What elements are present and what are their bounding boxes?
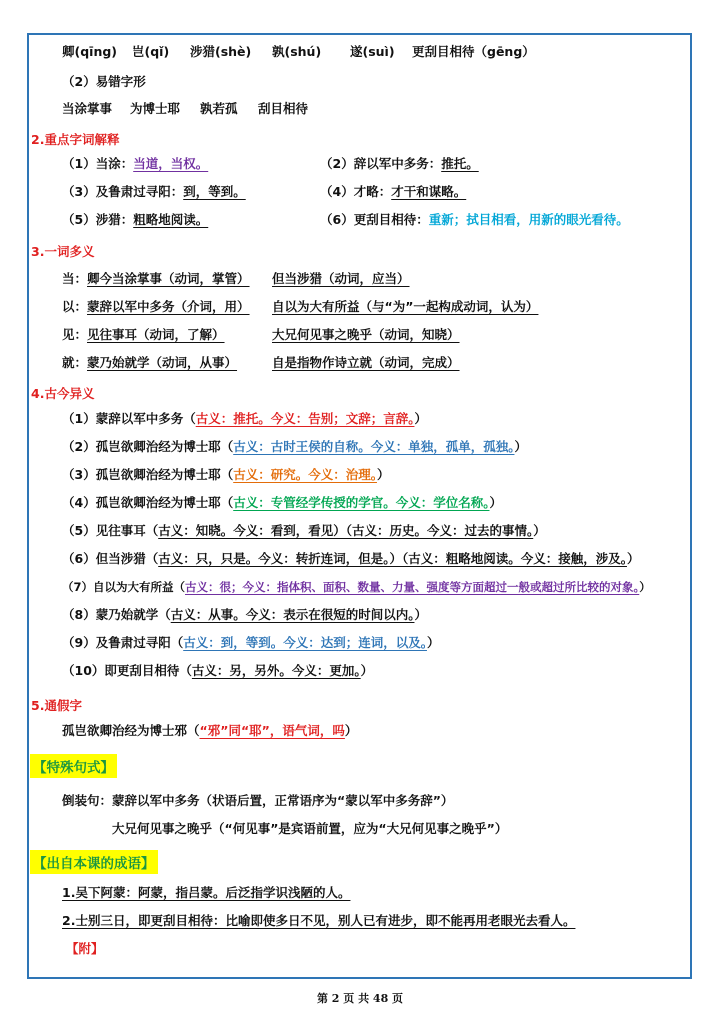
ancient-modern-item: （4）孤岂欲卿治经为博士耶（古义：专管经学传授的学官。今义：学位名称。） <box>62 495 502 510</box>
polysemy-row: 但当涉猎（动词，应当） <box>272 271 410 286</box>
idiom-item: 2.士别三日，即更刮目相待：比喻即使多日不见，别人已有进步，即不能再用老眼光去看人。 <box>62 913 576 928</box>
definition-item: （5）涉猎：粗略地阅读。 <box>62 212 209 227</box>
pinyin-item: 更刮目相待（gēng） <box>412 44 535 59</box>
section-title-interchangeable: 5.通假字 <box>31 698 82 713</box>
definition-item: （1）当涂：当道，当权。 <box>62 156 209 171</box>
polysemy-row: 就：蒙乃始就学（动词，从事） <box>62 355 238 370</box>
pinyin-item: 岂(qǐ) <box>132 44 170 59</box>
confusable-heading: （2）易错字形 <box>62 74 146 89</box>
appendix-label: 【附】 <box>66 941 104 956</box>
pinyin-item: 孰(shú) <box>272 44 322 59</box>
pinyin-item: 卿(qīng) <box>62 44 118 59</box>
idiom-item: 1.吴下阿蒙：阿蒙，指吕蒙。后泛指学识浅陋的人。 <box>62 885 351 900</box>
interchangeable-item: 孤岂欲卿治经为博士邪（“邪”同“耶”，语气词，吗） <box>62 723 358 738</box>
special-sentence-line: 倒装句：蒙辞以军中多务（状语后置，正常语序为“蒙以军中多务辞”） <box>62 793 454 808</box>
definition-item: （4）才略：才干和谋略。 <box>320 184 467 199</box>
ancient-modern-item: （3）孤岂欲卿治经为博士耶（古义：研究。今义：治理。） <box>62 467 390 482</box>
ancient-modern-item: （7）自以为大有所益（古义：很；今义：指体积、面积、数量、力量、强度等方面超过一般或超过所比较的对象。） <box>62 580 651 594</box>
pinyin-item: 涉猎(shè) <box>190 44 252 59</box>
definition-item: （6）更刮目相待：重新；拭目相看，用新的眼光看待。 <box>320 212 629 227</box>
definition-item: （3）及鲁肃过寻阳：到，等到。 <box>62 184 246 199</box>
confusable-item: 刮目相待 <box>258 101 309 116</box>
confusable-item: 孰若孤 <box>200 101 238 116</box>
special-sentence-line: 大兄何见事之晚乎（“何见事”是宾语前置，应为“大兄何见事之晚乎”） <box>112 821 508 836</box>
ancient-modern-item: （6）但当涉猎（古义：只，只是。今义：转折连词，但是。）（古义：粗略地阅读。今义：接触，涉及。） <box>62 551 640 566</box>
polysemy-row: 当：卿今当涂掌事（动词，掌管） <box>62 271 250 286</box>
ancient-modern-item: （10）即更刮目相待（古义：另，另外。今义：更加。） <box>62 663 374 678</box>
definition-item: （2）辞以军中多务：推托。 <box>320 156 479 171</box>
confusable-item: 为博士耶 <box>130 101 181 116</box>
section-title-polysemy: 3.一词多义 <box>31 244 95 259</box>
ancient-modern-item: （8）蒙乃始就学（古义：从事。今义：表示在很短的时间以内。） <box>62 607 427 622</box>
page-number: 第 2 页 共 48 页 <box>316 992 404 1005</box>
polysemy-row: 自以为大有所益（与“为”一起构成动词，认为） <box>272 299 539 314</box>
confusable-item: 当涂掌事 <box>62 101 113 116</box>
section-title-key-words: 2.重点字词解释 <box>31 132 120 147</box>
pinyin-item: 遂(suì) <box>350 44 395 59</box>
ancient-modern-item: （1）蒙辞以军中多务（古义：推托。今义：告别；文辞；言辞。） <box>62 411 427 426</box>
ancient-modern-item: （5）见往事耳（古义：知晓。今义：看到，看见）（古义：历史。今义：过去的事情。） <box>62 523 546 538</box>
ancient-modern-item: （9）及鲁肃过寻阳（古义：到，等到。今义：达到；连词，以及。） <box>62 635 440 650</box>
ancient-modern-item: （2）孤岂欲卿治经为博士耶（古义：古时王侯的自称。今义：单独，孤单，孤独。） <box>62 439 527 454</box>
idioms-heading: 【出自本课的成语】 <box>30 850 158 874</box>
polysemy-row: 大兄何见事之晚乎（动词，知晓） <box>272 327 460 342</box>
section-title-ancient-modern: 4.古今异义 <box>31 386 95 401</box>
polysemy-row: 自是指物作诗立就（动词，完成） <box>272 355 460 370</box>
special-sentence-heading: 【特殊句式】 <box>30 754 117 778</box>
polysemy-row: 见：见往事耳（动词，了解） <box>62 327 225 342</box>
polysemy-row: 以：蒙辞以军中多务（介词，用） <box>62 299 250 314</box>
